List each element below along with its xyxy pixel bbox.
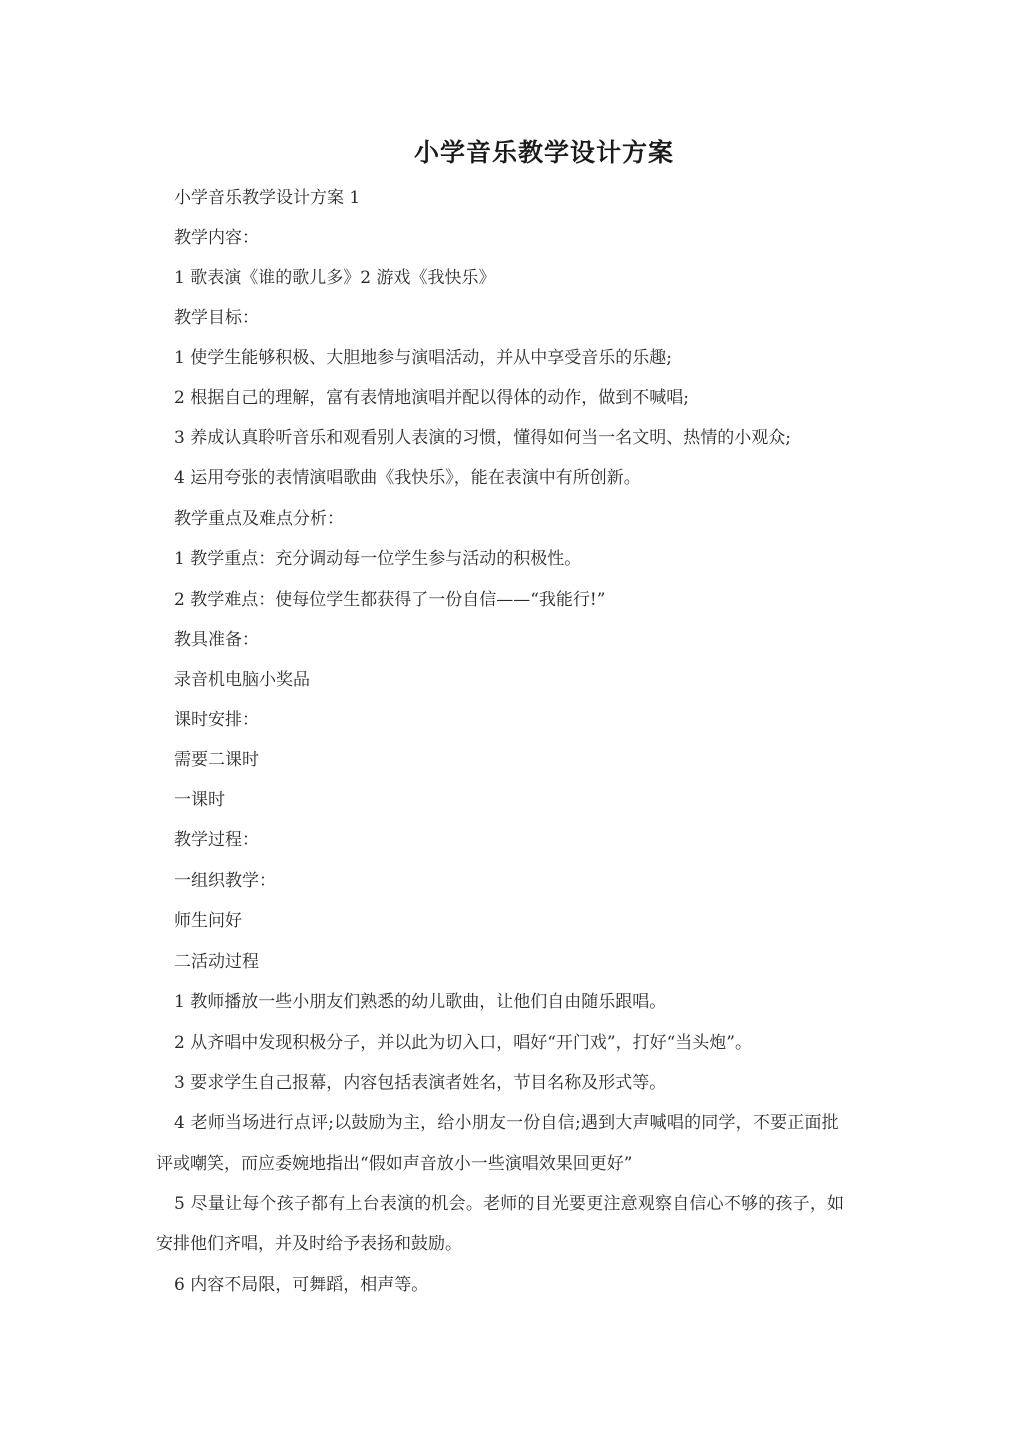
activity-item-continuation: 安排他们齐唱，并及时给予表扬和鼓励。 [156,1234,462,1254]
activity-item: 5 尽量让每个孩子都有上台表演的机会。老师的目光要更注意观察自信心不够的孩子，如 [174,1194,845,1214]
process-step-heading: 一组织教学： [174,871,276,891]
goal-item: 4 运用夸张的表情演唱歌曲《我快乐》，能在表演中有所创新。 [174,468,641,488]
key-point-item: 1 教学重点：充分调动每一位学生参与活动的积极性。 [174,549,582,569]
section-heading: 小学音乐教学设计方案 1 [174,188,361,208]
content-item: 1 歌表演《谁的歌儿多》2 游戏《我快乐》 [174,268,496,288]
label-schedule: 课时安排： [174,710,259,730]
label-content: 教学内容： [174,228,259,248]
label-key-points: 教学重点及难点分析： [174,509,344,529]
goal-item: 3 养成认真聆听音乐和观看别人表演的习惯，懂得如何当一名文明、热情的小观众; [174,428,791,448]
process-step-heading: 二活动过程 [174,952,259,972]
label-goals: 教学目标： [174,308,259,328]
activity-item: 2 从齐唱中发现积极分子，并以此为切入口，唱好“开门戏”，打好“当头炮”。 [174,1033,752,1053]
materials-item: 录音机电脑小奖品 [174,670,310,690]
activity-item: 6 内容不局限，可舞蹈，相声等。 [174,1275,429,1295]
label-process: 教学过程： [174,830,259,850]
schedule-item: 一课时 [174,790,225,810]
activity-item: 3 要求学生自己报幕，内容包括表演者姓名，节目名称及形式等。 [174,1073,667,1093]
process-item: 师生问好 [174,911,242,931]
schedule-item: 需要二课时 [174,750,259,770]
activity-item-continuation: 评或嘲笑，而应委婉地指出“假如声音放小一些演唱效果回更好” [156,1154,633,1174]
label-materials: 教具准备： [174,630,259,650]
activity-item: 4 老师当场进行点评;以鼓励为主，给小朋友一份自信;遇到大声喊唱的同学，不要正面批 [174,1113,839,1133]
key-point-item: 2 教学难点：使每位学生都获得了一份自信——“我能行!” [174,590,606,610]
goal-item: 1 使学生能够积极、大胆地参与演唱活动，并从中享受音乐的乐趣; [174,348,672,368]
goal-item: 2 根据自己的理解，富有表情地演唱并配以得体的动作，做到不喊唱; [174,388,689,408]
activity-item: 1 教师播放一些小朋友们熟悉的幼儿歌曲，让他们自由随乐跟唱。 [174,992,667,1012]
document-title: 小学音乐教学设计方案 [413,138,674,167]
